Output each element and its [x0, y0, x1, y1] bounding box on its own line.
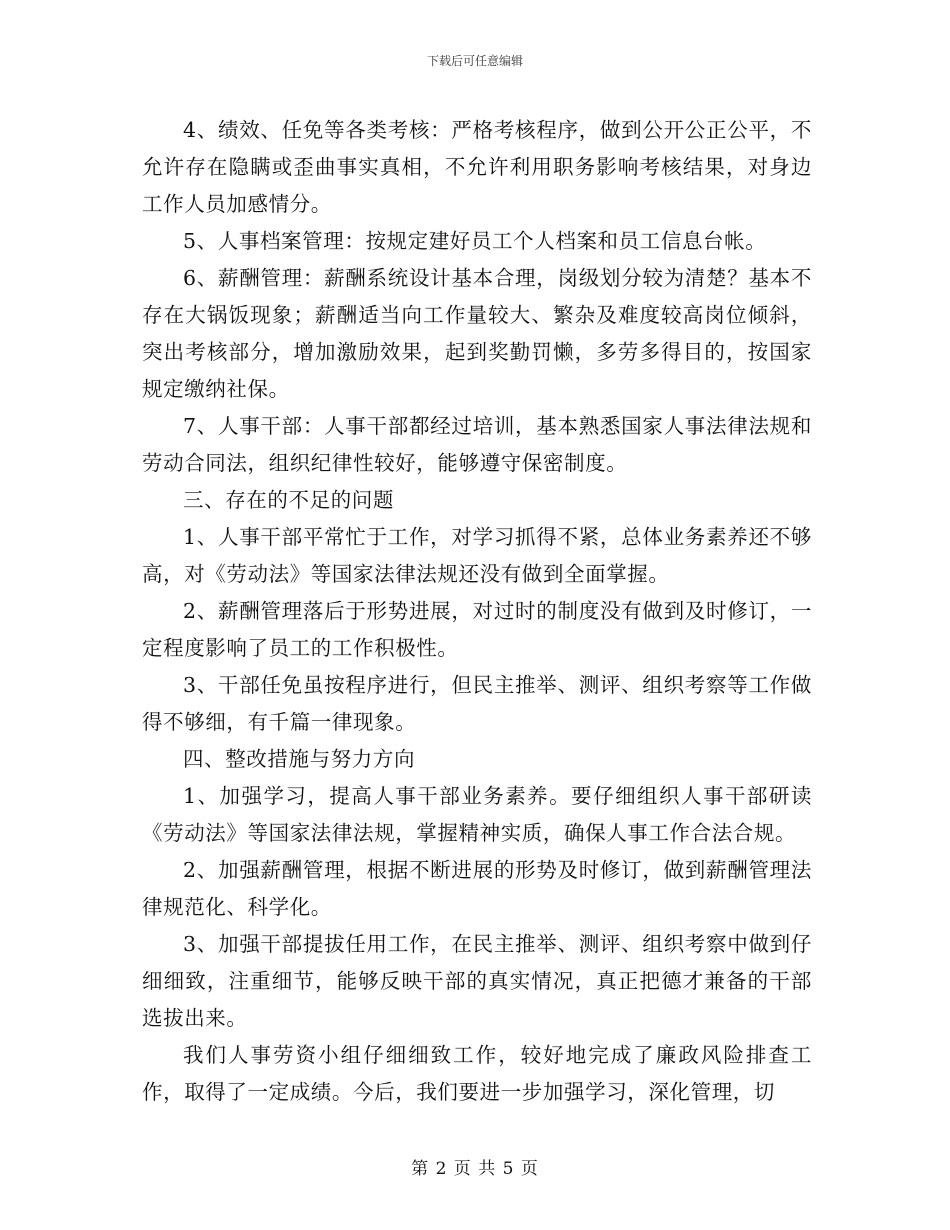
paragraph-conclusion: 我们人事劳资小组仔细细致工作，较好地完成了廉政风险排查工作，取得了一定成绩。今后，我们要进一步加强学习，深化管理，切 — [142, 1043, 812, 1104]
paragraph-personnel-files: 5、人事档案管理：按规定建好员工个人档案和员工信息台帐。 — [183, 229, 767, 253]
section-heading-problems: 三、存在的不足的问题 — [183, 488, 394, 512]
paragraph-measure-2: 2、加强薪酬管理，根据不断进展的形势及时修订，做到薪酬管理法律规范化、科学化。 — [142, 858, 812, 919]
paragraph-problem-1: 1、人事干部平常忙于工作，对学习抓得不紧，总体业务素养还不够高，对《劳动法》等国家法律法规还没有做到全面掌握。 — [142, 525, 812, 586]
page-header: 下载后可任意编辑 — [426, 54, 523, 68]
paragraph-problem-2: 2、薪酬管理落后于形势进展，对过时的制度没有做到及时修订，一定程度影响了员工的工作积极性。 — [142, 599, 812, 660]
paragraph-measure-3: 3、加强干部提拔任用工作，在民主推举、测评、组织考察中做到仔细细致，注重细节，能够反映干部的真实情况，真正把德才兼备的干部选拔出来。 — [142, 932, 812, 1030]
section-heading-measures: 四、整改措施与努力方向 — [183, 747, 416, 771]
paragraph-problem-3: 3、干部任免虽按程序进行，但民主推举、测评、组织考察等工作做得不够细，有千篇一律现象。 — [142, 673, 812, 734]
paragraph-performance-assessment: 4、绩效、任免等各类考核：严格考核程序，做到公开公正公平，不允许存在隐瞒或歪曲事实真相，不允许利用职务影响考核结果，对身边工作人员加感情分。 — [142, 118, 812, 216]
paragraph-personnel-cadres: 7、人事干部：人事干部都经过培训，基本熟悉国家人事法律法规和劳动合同法，组织纪律性较好，能够遵守保密制度。 — [142, 414, 812, 475]
document-body — [142, 112, 812, 1111]
paragraph-measure-1: 1、加强学习，提高人事干部业务素养。要仔细组织人事干部研读《劳动法》等国家法律法规，掌握精神实质，确保人事工作合法合规。 — [142, 784, 812, 845]
paragraph-salary-management: 6、薪酬管理：薪酬系统设计基本合理，岗级划分较为清楚？基本不存在大锅饭现象；薪酬适当向工作量较大、繁杂及难度较高岗位倾斜，突出考核部分，增加激励效果，起到奖勤罚懒，多劳多得目的，按国家规定缴纳社保。 — [142, 266, 812, 401]
page-number: 第 2 页 共 5 页 — [411, 1159, 539, 1179]
